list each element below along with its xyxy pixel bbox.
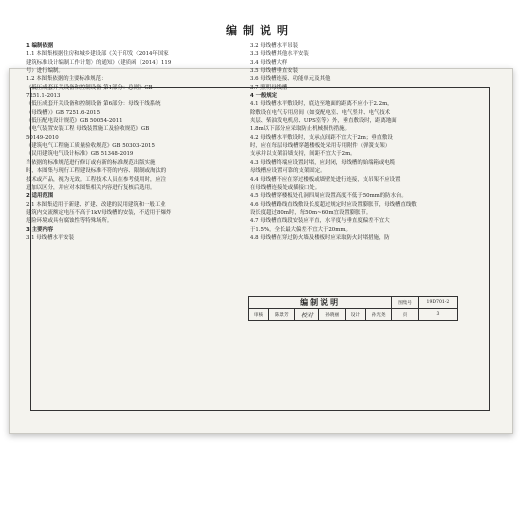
design-label: 设计 [345, 309, 365, 321]
title-block [248, 296, 458, 321]
text-line: 4.1 母线槽水平敷设时，底边至地面的距离不应小于2.2m， [250, 101, 393, 108]
page-label: 页 [392, 309, 418, 321]
text-line: 4.7 母线槽直线段安装应平直，水平度与垂直度偏差不宜大 [250, 218, 390, 225]
right-column [250, 42, 462, 242]
text-line: 母线槽应设置可靠的支架固定。 [250, 168, 326, 175]
text-line: 《建筑电气工程施工质量验收规范》GB 50303-2015 [26, 143, 155, 150]
section-heading: 1 编制依据 [26, 43, 54, 49]
text-line: 号）进行编制。 [26, 68, 64, 75]
atlas-number: 19D701-2 [418, 297, 457, 309]
text-line: 危险环境或具有腐蚀性等特殊场所。 [26, 218, 113, 225]
text-line: 支承并以支架沿墙支持，间距不宜大于2m。 [250, 151, 356, 158]
page-number: 3 [418, 309, 457, 321]
atlas-label: 图集号 [392, 297, 418, 309]
text-line: （母线槽）》GB 7251.6-2015 [26, 109, 101, 116]
text-line: 1.8m以下部分应采取防止机械损伤措施。 [250, 126, 350, 133]
designer-name: 孙光尧 [365, 309, 391, 321]
text-line: 设长度超过80m时，每50m~60m宜设置膨胀节。 [250, 209, 372, 216]
text-line: 建筑标准设计编制工作计划〉的通知》（建质函〔2014〕119 [26, 59, 172, 66]
text-line: 《民用建筑电气设计标准》GB 51348-2019 [26, 151, 134, 158]
text-line: 50149-2010 [26, 134, 59, 141]
text-line: 《低压成套开关设备和控制设备 第1部分：总则》GB [26, 84, 153, 91]
left-column [26, 42, 236, 242]
text-line: 1.1 本图集根据住房和城乡建设部《关于印发〈2014年国家 [26, 51, 169, 58]
check-label: 校对 [295, 309, 319, 321]
text-line: 当依据的标准规范进行修订或有新的标准规范出版实施 [26, 159, 156, 166]
text-line: 3.4 母线槽大样 [250, 59, 288, 66]
text-line: 《电气装置安装工程 母线装置施工及验收规范》GB [26, 126, 150, 133]
text-line: 《低压配电设计规范》GB 50054-2011 [26, 118, 123, 125]
text-line: 夹层、柴油发电机房、UPS室等）外，垂直敷设时，距离地面 [250, 118, 397, 125]
text-line: 3.5 母线槽垂直安装 [250, 68, 299, 75]
text-line: 于1.5%，全长最大偏差不宜大于20mm。 [250, 226, 351, 233]
text-line: 建筑内交流额定电压不高于1kV母线槽的安装，不适用于爆炸 [26, 209, 172, 216]
text-line: 时，应在每层母线槽穿越楼板处采用专用附件（弹簧支架） [250, 143, 391, 150]
text-line: 3.3 母线槽其他水平安装 [250, 51, 309, 58]
text-line: 在母线槽连接处或插接口处。 [250, 184, 321, 191]
text-line: 3.2 母线槽水平吊装 [250, 43, 299, 49]
text-line: 4.4 母线槽不应在穿过楼板或墙壁处进行连接，支吊架不应设置 [250, 176, 401, 183]
title-block-name: 编制说明 [249, 297, 392, 309]
text-line: 技术或产品，视为无效。工程技术人员在参考使用时，应注 [26, 176, 167, 183]
section-heading: 2 适用范围 [26, 193, 54, 200]
text-line: 4.6 母线槽路线直线敷设长度超过规定时应设置膨胀节，母线槽直线敷 [250, 201, 417, 208]
section-heading: 4 一般规定 [250, 93, 278, 100]
page-title: 编制说明 [226, 24, 294, 37]
text-line: 4.8 母线槽在穿过防火墙及楼板时应采取防火封堵措施，防 [250, 234, 390, 241]
reviewer-name: 陈景芳 [269, 309, 295, 321]
text-line: 4.3 母线槽终端应设置封堵，应封闭，母线槽的始端箱或电缆 [250, 159, 396, 166]
text-line: 3.1 母线槽水平安装 [26, 234, 75, 241]
text-line: 3.7 照明母线槽 [250, 84, 288, 91]
text-line: 时，本图集与现行工程建设标准不符的内容、限制或淘汰的 [26, 168, 167, 175]
text-line: 4.2 母线槽水平敷设时，支承点间距不宜大于2m；垂直敷设 [250, 134, 393, 141]
text-line: 1.2 本图集依据的主要标准规范： [26, 76, 107, 83]
section-heading: 3 主要内容 [26, 226, 54, 233]
text-line: 2.1 本图集适用于新建、扩建、改建的民用建筑和一般工业 [26, 201, 166, 208]
text-line: 7251.1-2013 [26, 93, 61, 100]
text-line: 《低压成套开关设备和控制设备 第6部分：母线干线系统 [26, 101, 161, 108]
text-line: 意加以区分，并应对本图集相关内容进行复核后选用。 [26, 184, 156, 191]
text-line: 除敷设在电气专用房间（如变配电室、电气竖井、电气技术 [250, 109, 391, 116]
text-line: 3.6 母线槽连接、功能单元及其他 [250, 76, 331, 83]
review-label: 审核 [249, 309, 269, 321]
text-line: 4.5 母线槽穿楼板处孔洞四周应设置高度不低于50mm的防水台。 [250, 193, 407, 200]
checker-name: 孙晓丽 [319, 309, 345, 321]
